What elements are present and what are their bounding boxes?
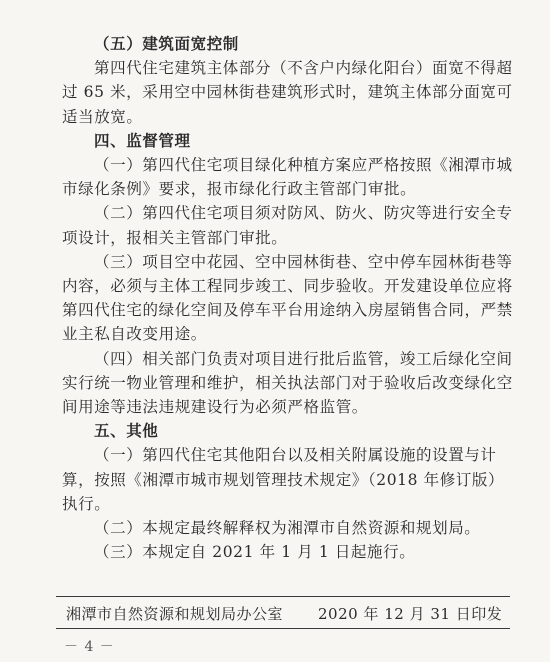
paragraph-line: （四）相关部门负责对项目进行批后监管，竣工后绿化空间 [94,349,513,368]
footer-office: 湘潭市自然资源和规划局办公室 [66,605,284,623]
paragraph-line: 执行。 [62,494,111,513]
footer-bottom-rule [56,628,510,629]
section-5-title: （五）建筑面宽控制 [94,34,239,53]
paragraph-line: （二）第四代住宅项目须对防风、防火、防灾等进行安全专 [94,204,513,223]
paragraph-line: 第四代住宅的绿化空间及停车平台用途纳入房屋销售合同，严禁 [62,301,513,320]
paragraph-line: 项设计，报相关主管部门审批。 [62,228,288,247]
paragraph-line: 适当放宽。 [62,107,143,126]
paragraph-line: （一）第四代住宅项目绿化种植方案应严格按照《湘潭市城 [94,156,513,174]
paragraph-line: （三）项目空中花园、空中园林街巷、空中停车园林街巷等 [94,252,513,271]
paragraph-line: （一）第四代住宅其他阳台以及相关附属设施的设置与计 [94,446,497,465]
paragraph-line: 第四代住宅建筑主体部分（不含户内绿化阳台）面宽不得超 [94,59,513,78]
paragraph-line: 间用途等违法违规建设行为必须严格监管。 [62,398,368,416]
paragraph-line: 内容，必须与主体工程同步竣工、同步验收。开发建设单位应将 [62,277,513,295]
paragraph-line: （三）本规定自 2021 年 1 月 1 日起施行。 [94,543,416,562]
paragraph-line: （二）本规定最终解释权为湘潭市自然资源和规划局。 [94,519,481,537]
page-number: － 4 － [64,639,115,655]
paragraph-line: 过 65 米，采用空中园林街巷建筑形式时，建筑主体部分面宽可 [62,83,513,102]
paragraph-line: 实行统一物业管理和维护，相关执法部门对于验收后改变绿化空 [62,373,513,392]
heading-supervision: 四、监督管理 [94,130,191,150]
footer-top-rule [56,596,510,597]
heading-other: 五、其他 [94,421,159,441]
footer-date: 2020 年 12 月 31 日印发 [318,605,503,623]
paragraph-line: 算，按照《湘潭市城市规划管理技术规定》（2018 年修订版） [62,470,505,489]
paragraph-line: 业主私自改变用途。 [62,325,207,344]
paragraph-line: 市绿化条例》要求，报市绿化行政主管部门审批。 [62,180,417,199]
